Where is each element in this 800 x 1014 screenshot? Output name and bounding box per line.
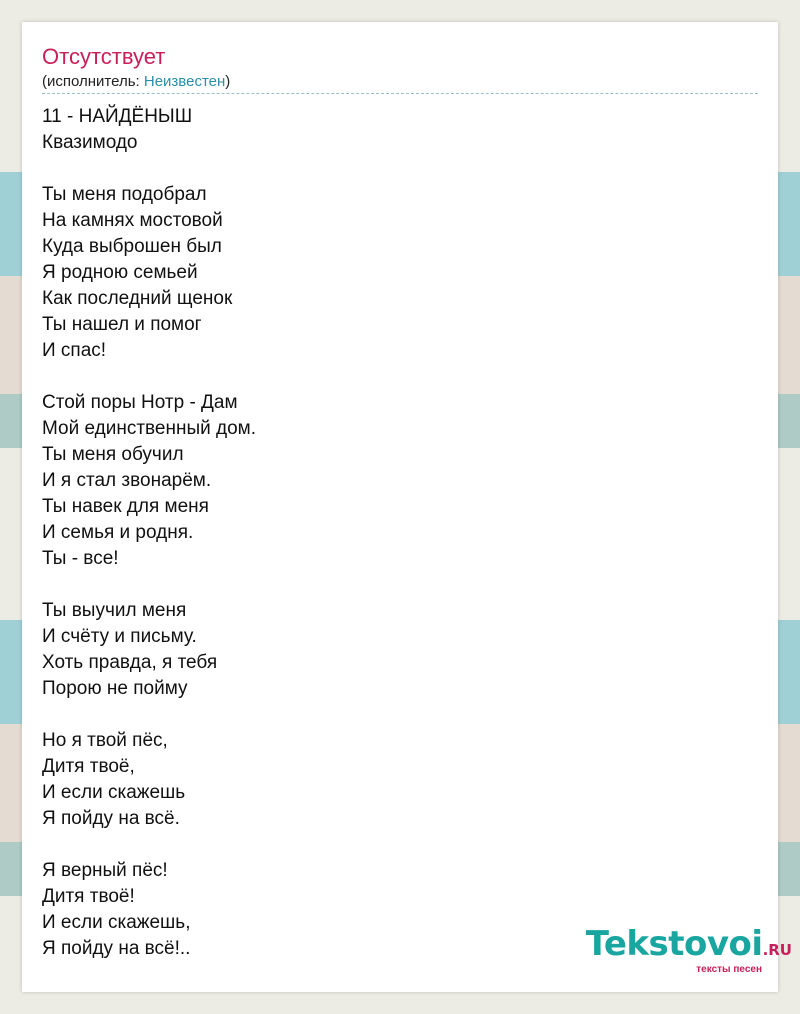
lyrics-line: Порою не пойму [42, 678, 188, 699]
lyrics-line: Я пойду на всё. [42, 808, 180, 829]
lyrics-line: Как последний щенок [42, 288, 233, 309]
lyrics-line: Ты меня обучил [42, 444, 184, 465]
artist-link[interactable]: Неизвестен [143, 73, 226, 90]
lyrics-line: Я родною семьей [42, 262, 198, 283]
lyrics-line: Я пойду на всё!.. [42, 938, 191, 959]
lyrics-blank-line [42, 832, 742, 858]
lyrics-line: Ты - все! [42, 548, 119, 569]
lyrics-card [22, 22, 778, 992]
lyrics-line: Ты нашел и помог [42, 314, 202, 335]
lyrics-line: И я стал звонарём. [42, 470, 212, 491]
logo-tagline: тексты песен [696, 964, 762, 975]
artist-suffix: ) [225, 73, 231, 90]
lyrics-blank-line [42, 364, 742, 390]
header-divider [42, 93, 758, 94]
site-logo[interactable] [586, 926, 792, 975]
lyrics-blank-line [42, 572, 742, 598]
lyrics-line: На камнях мостовой [42, 210, 223, 231]
lyrics-line: И семья и родня. [42, 522, 194, 543]
lyrics-blank-line [42, 702, 742, 728]
logo-wordmark [586, 926, 792, 968]
lyrics-blank-line [42, 156, 742, 182]
lyrics-text [42, 104, 742, 962]
lyrics-line: И если скажешь, [42, 912, 191, 933]
artist-prefix: (исполнитель: [42, 73, 144, 90]
lyrics-line: Хоть правда, я тебя [42, 652, 218, 673]
lyrics-line: Куда выброшен был [42, 236, 222, 257]
lyrics-line: Дитя твоё! [42, 886, 135, 907]
logo-name: Tekstovoi [585, 924, 763, 964]
lyrics-line: Стой поры Нотр - Дам [42, 392, 238, 413]
logo-tld: .RU [762, 941, 792, 959]
lyrics-line: Ты навек для меня [42, 496, 209, 517]
lyrics-line: Мой единственный дом. [42, 418, 257, 439]
lyrics-line: Ты выучил меня [42, 600, 187, 621]
lyrics-line: И счёту и письму. [42, 626, 197, 647]
lyrics-line: Квазимодо [42, 132, 138, 153]
lyrics-line: Дитя твоё, [42, 756, 135, 777]
lyrics-line: И спас! [42, 340, 107, 361]
song-title: Отсутствует [42, 44, 166, 69]
lyrics-line: И если скажешь [42, 782, 186, 803]
lyrics-line: Но я твой пёс, [42, 730, 168, 751]
lyrics-line: Ты меня подобрал [42, 184, 207, 205]
lyrics-line: 11 - НАЙДЁНЫШ [42, 106, 193, 127]
artist-line [42, 73, 230, 90]
lyrics-line: Я верный пёс! [42, 860, 168, 881]
